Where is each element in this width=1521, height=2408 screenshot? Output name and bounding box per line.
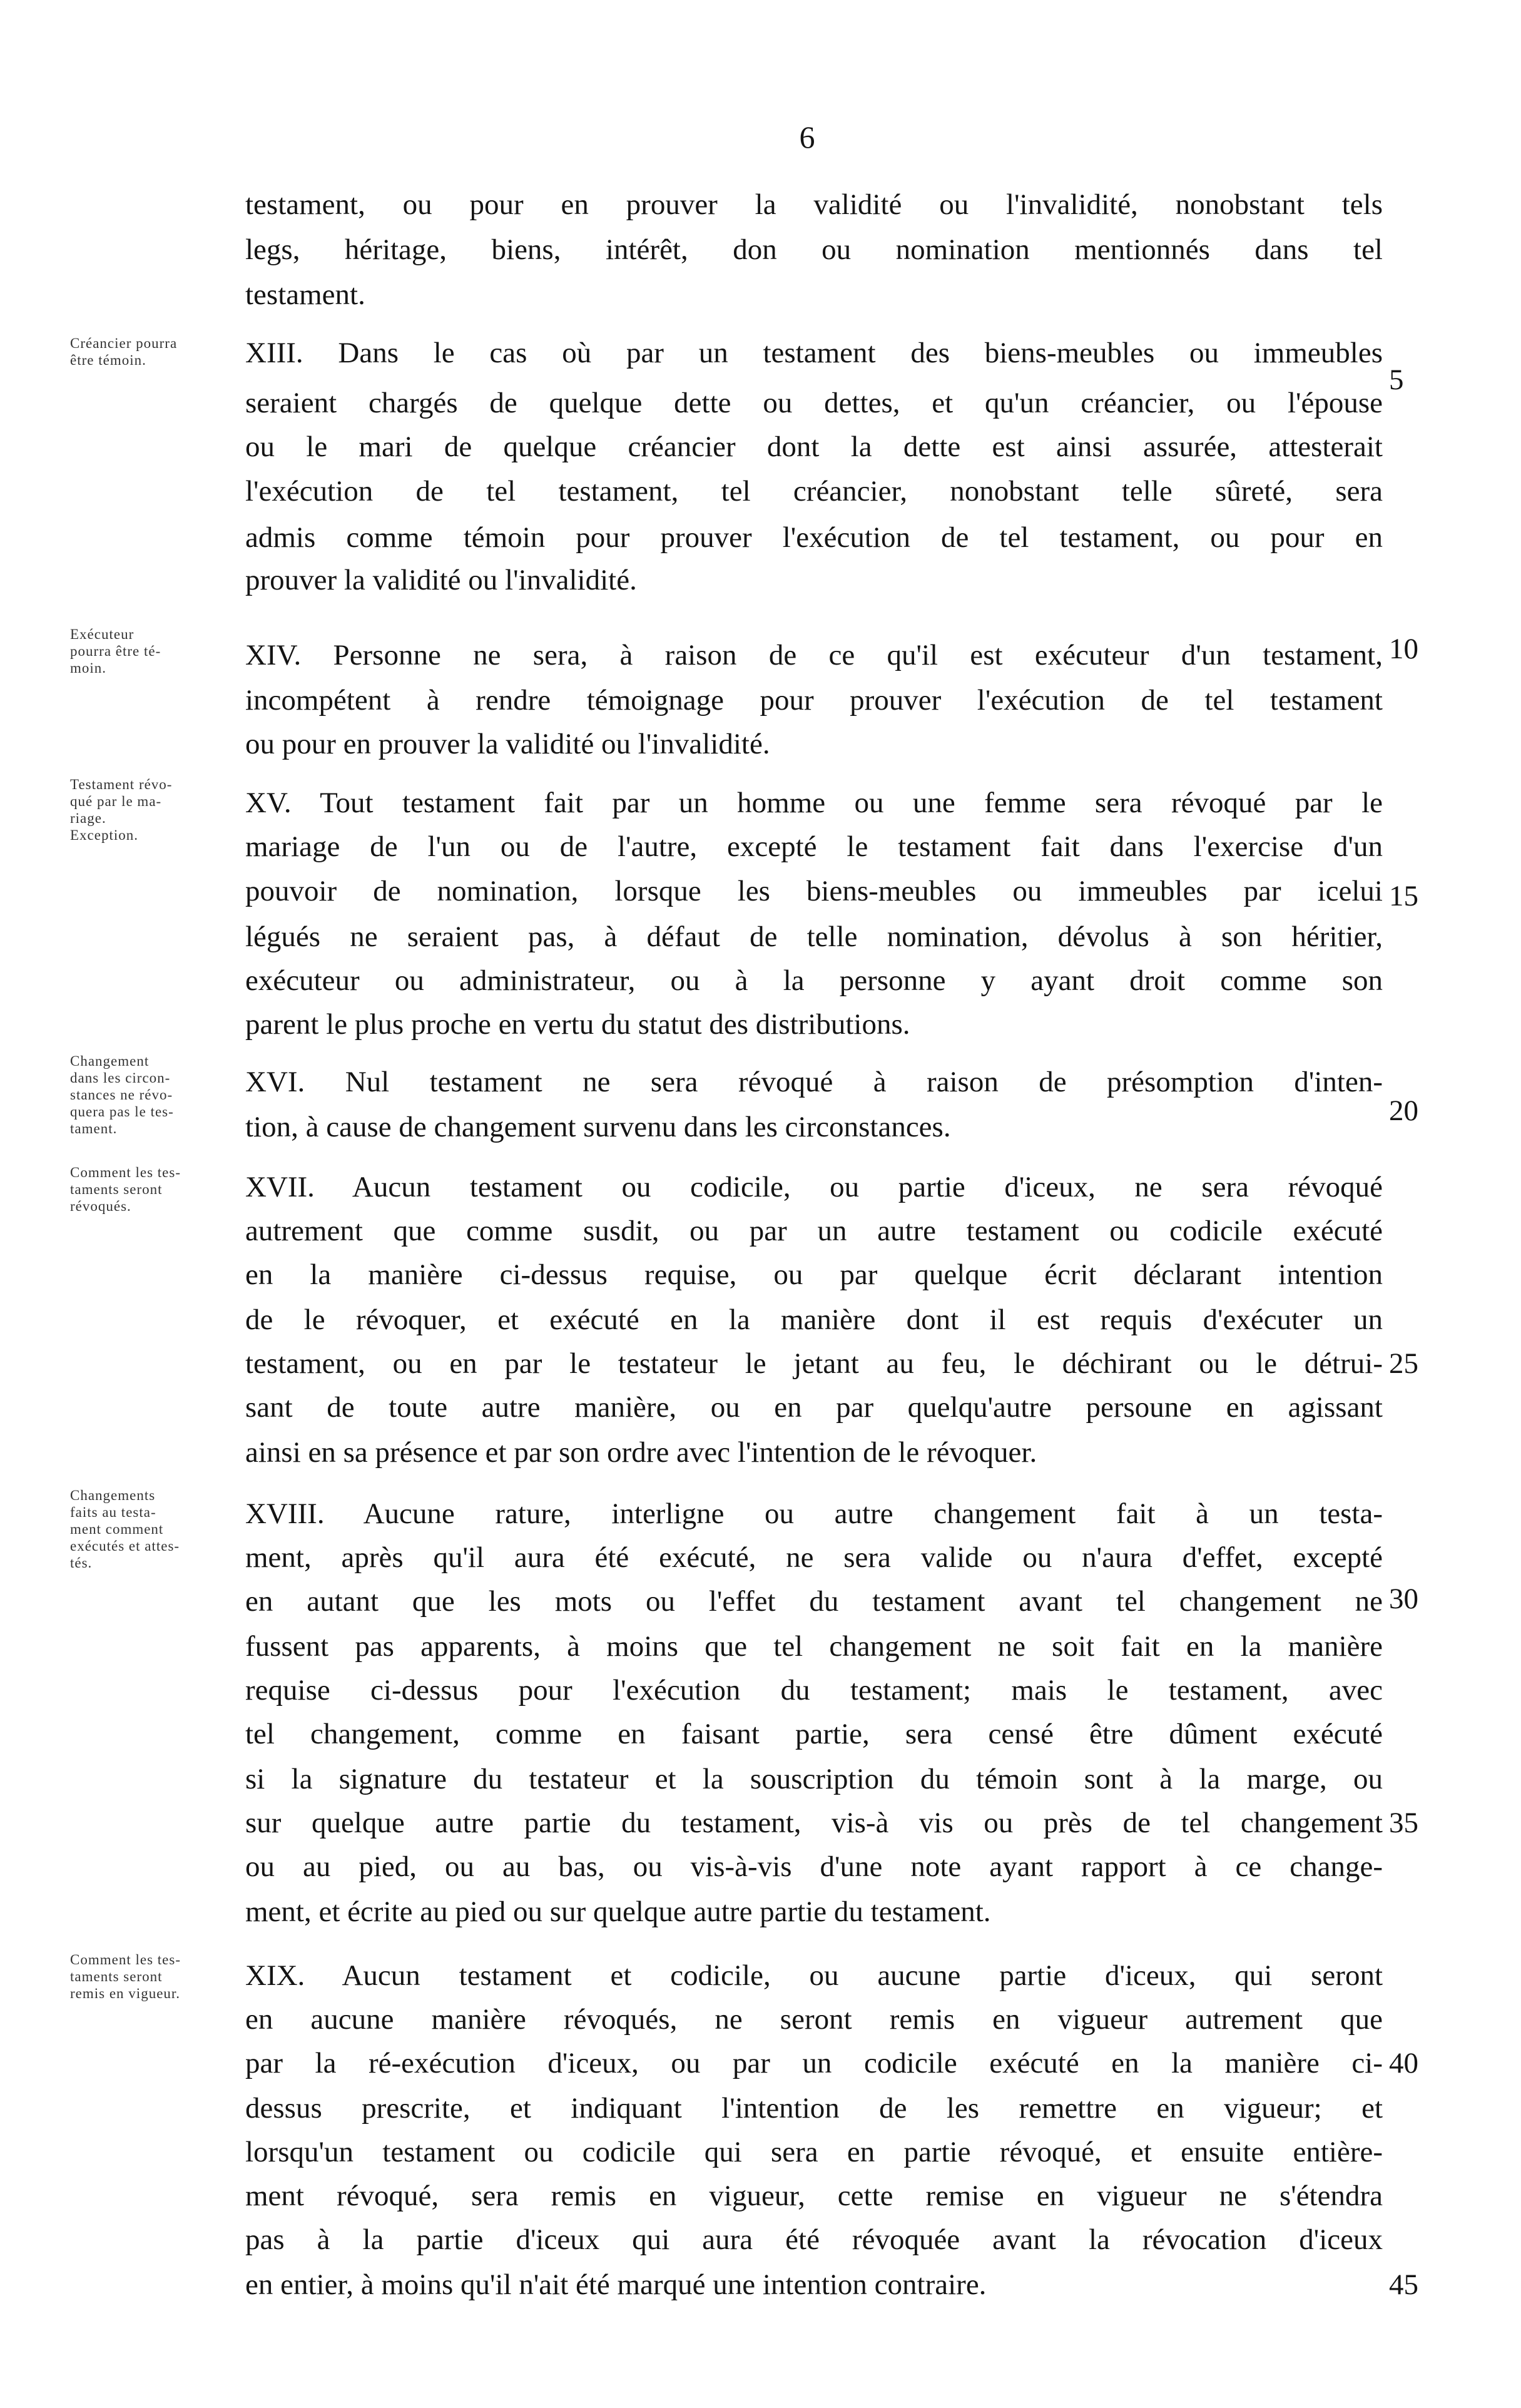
text-line: autrement que comme susdit, ou par un autre testament ou codicile exécuté [245,1215,1383,1247]
line-number: 10 [1389,633,1418,665]
line-number: 20 [1389,1094,1418,1127]
text-line: XVIII. Aucune rature, interligne ou autre changement fait à un testa- [245,1497,1383,1530]
margin-note: Comment les tes- taments seront remis en vigueur. [70,1952,181,2001]
margin-note: Créancier pourra être témoin. [70,335,178,368]
line-number: 30 [1389,1583,1418,1615]
text-line: tion, à cause de changement survenu dans les circonstances. [245,1111,951,1143]
text-line: parent le plus proche en vertu du statut des distributions. [245,1008,910,1041]
text-line: XIV. Personne ne sera, à raison de ce qu'il est exécuteur d'un testament, [245,639,1383,671]
page-number: 6 [799,120,815,155]
text-line: en la manière ci-dessus requise, ou par quelque écrit déclarant intention [245,1258,1383,1291]
text-line: requise ci-dessus pour l'exécution du testament; mais le testament, avec [245,1674,1383,1707]
text-line: si la signature du testateur et la souscription du témoin sont à la marge, ou [245,1763,1383,1795]
text-line: XIX. Aucun testament et codicile, ou aucune partie d'iceux, qui seront [245,1959,1383,1992]
text-line: fussent pas apparents, à moins que tel changement ne soit fait en la manière [245,1630,1383,1663]
text-line: pouvoir de nomination, lorsque les biens-meubles ou immeubles par icelui [245,875,1383,907]
text-line: lorsqu'un testament ou codicile qui sera en partie révoqué, et ensuite entière- [245,2136,1383,2168]
text-line: testament, ou en par le testateur le jetant au feu, le déchirant ou le détrui- [245,1347,1383,1380]
text-line: dessus prescrite, et indiquant l'intention de les remettre en vigueur; et [245,2092,1383,2125]
line-number: 35 [1389,1807,1418,1839]
text-line: ainsi en sa présence et par son ordre avec l'intention de le révoquer. [245,1436,1037,1469]
line-number: 15 [1389,880,1418,912]
text-line: testament, ou pour en prouver la validité ou l'invalidité, nonobstant tels [245,188,1383,221]
text-line: en autant que les mots ou l'effet du testament avant tel changement ne [245,1585,1383,1618]
text-line: ment révoqué, sera remis en vigueur, cette remise en vigueur ne s'étendra [245,2180,1383,2212]
text-line: exécuteur ou administrateur, ou à la personne y ayant droit comme son [245,964,1383,997]
text-line: incompétent à rendre témoignage pour prouver l'exécution de tel testament [245,684,1383,717]
text-line: ment, après qu'il aura été exécuté, ne sera valide ou n'aura d'effet, excepté [245,1541,1383,1574]
margin-note: Testament révo- qué par le ma- riage. Exception. [70,777,173,843]
text-line: mariage de l'un ou de l'autre, excepté le testament fait dans l'exercise d'un [245,830,1383,863]
text-line: pas à la partie d'iceux qui aura été révoquée avant la révocation d'iceux [245,2223,1383,2256]
text-line: tel changement, comme en faisant partie, sera censé être dûment exécuté [245,1718,1383,1750]
line-number: 5 [1389,364,1404,396]
text-line: testament. [245,278,365,311]
line-number: 45 [1389,2268,1418,2301]
text-line: en entier, à moins qu'il n'ait été marqué une intention contraire. [245,2268,987,2301]
text-line: XVII. Aucun testament ou codicile, ou partie d'iceux, ne sera révoqué [245,1171,1383,1203]
text-line: l'exécution de tel testament, tel créancier, nonobstant telle sûreté, sera [245,475,1383,508]
text-line: XVI. Nul testament ne sera révoqué à raison de présomption d'inten- [245,1066,1383,1098]
text-line: ou au pied, ou au bas, ou vis-à-vis d'une note ayant rapport à ce change- [245,1850,1383,1883]
margin-note: Changement dans les circon- stances ne révo- quera pas le tes- tament. [70,1053,174,1136]
text-line: par la ré-exécution d'iceux, ou par un codicile exécuté en la manière ci- [245,2047,1383,2079]
text-line: XIII. Dans le cas où par un testament des biens-meubles ou immeubles [245,337,1383,369]
text-line: XV. Tout testament fait par un homme ou une femme sera révoqué par le [245,787,1383,819]
line-number: 40 [1389,2047,1418,2079]
text-line: légués ne seraient pas, à défaut de telle nomination, dévolus à son héritier, [245,921,1383,953]
line-number: 25 [1389,1347,1418,1380]
text-line: prouver la validité ou l'invalidité. [245,564,637,596]
text-line: en aucune manière révoqués, ne seront remis en vigueur autrement que [245,2003,1383,2036]
margin-note: Comment les tes- taments seront révoqués. [70,1165,181,1214]
margin-note: Exécuteur pourra être té- moin. [70,626,161,676]
text-line: de le révoquer, et exécuté en la manière dont il est requis d'exécuter un [245,1303,1383,1336]
margin-note: Changements faits au testa- ment comment exécutés et attes- tés. [70,1487,180,1571]
text-line: sant de toute autre manière, ou en par quelqu'autre persoune en agissant [245,1391,1383,1424]
text-line: legs, héritage, biens, intérêt, don ou nomination mentionnés dans tel [245,233,1383,266]
text-line: ou pour en prouver la validité ou l'invalidité. [245,728,770,760]
text-line: ou le mari de quelque créancier dont la dette est ainsi assurée, attesterait [245,431,1383,463]
text-line: admis comme témoin pour prouver l'exécution de tel testament, ou pour en [245,521,1383,554]
text-line: ment, et écrite au pied ou sur quelque autre partie du testament. [245,1895,991,1928]
text-line: seraient chargés de quelque dette ou dettes, et qu'un créancier, ou l'épouse [245,387,1383,419]
text-line: sur quelque autre partie du testament, vis-à vis ou près de tel changement [245,1807,1383,1839]
